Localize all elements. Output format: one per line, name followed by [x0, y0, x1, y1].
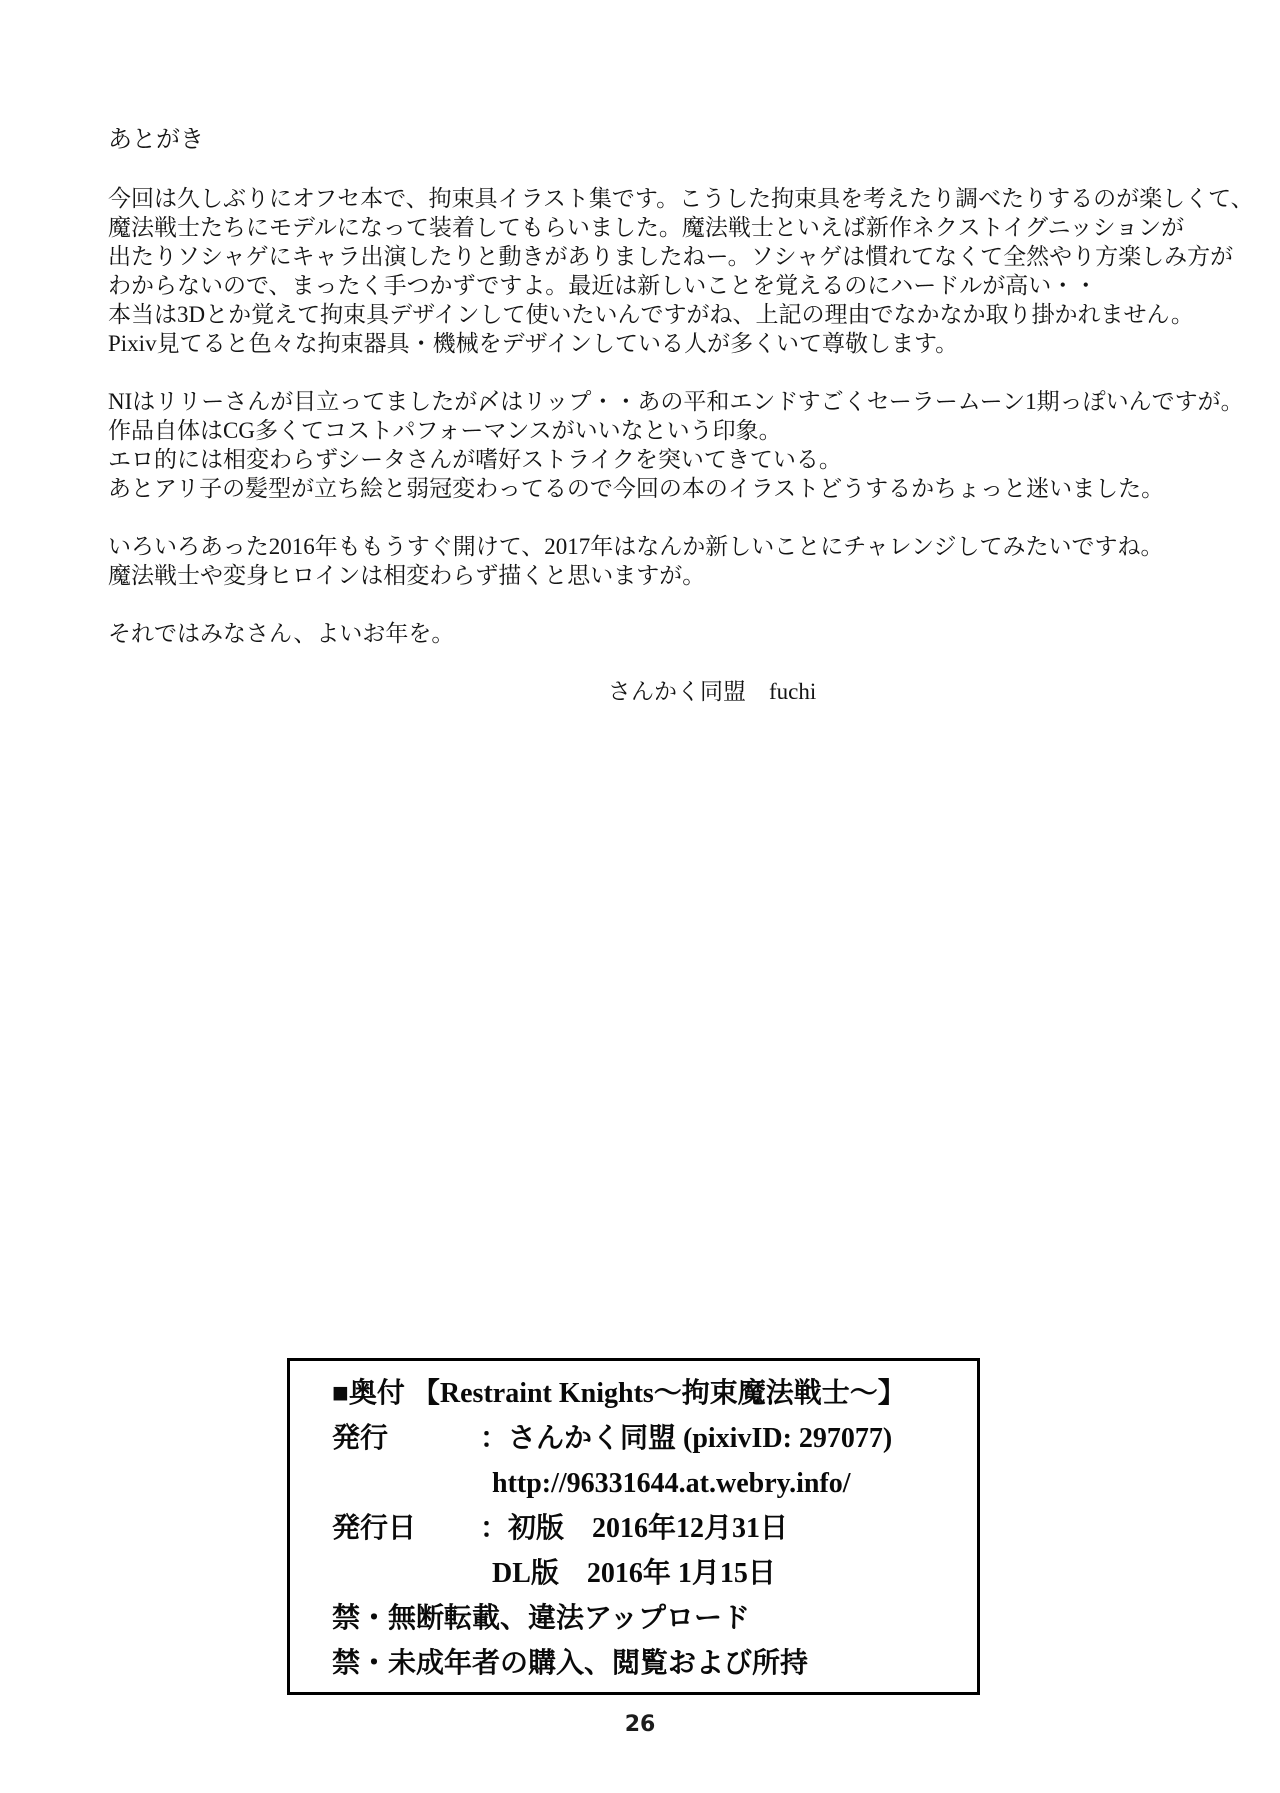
- text-line: いろいろあった2016年ももうすぐ開けて、2017年はなんか新しいことにチャレンジしてみたいですね。: [108, 534, 1164, 559]
- text-line: あとアリ子の髪型が立ち絵と弱冠変わってるので今回の本のイラストどうするかちょっと迷いました。: [108, 476, 1165, 501]
- text-line: エロ的には相変わらずシータさんが嗜好ストライクを突いてきている。: [108, 447, 842, 472]
- text-line: NIはリリーさんが目立ってましたが〆はリップ・・あの平和エンドすごくセーラームーン1期っぽいんですが。: [108, 389, 1244, 414]
- publisher-url: http://96331644.at.webry.info/: [492, 1468, 851, 1499]
- closing-line: それではみなさん、よいお年を。: [108, 621, 455, 646]
- text-line: 今回は久しぶりにオフセ本で、拘束具イラスト集です。こうした拘束具を考えたり調べたりするのが楽しくて、: [108, 186, 1254, 211]
- text-line: 魔法戦士たちにモデルになって装着してもらいました。魔法戦士といえば新作ネクストイグニッションが: [108, 215, 1185, 240]
- date-dl-edition: DL版 2016年 1月15日: [492, 1558, 776, 1589]
- date-label: 発行日: [332, 1513, 417, 1544]
- publisher-value: ：さんかく同盟 (pixivID: 297077): [480, 1423, 893, 1454]
- prohibition-line-2: 禁・未成年者の購入、閲覧および所持: [332, 1648, 809, 1679]
- text-line: Pixiv見てると色々な拘束器具・機械をデザインしている人が多くいて尊敬します。: [108, 331, 959, 356]
- paragraph: [108, 532, 1238, 590]
- prohibition-line-1: 禁・無断転載、違法アップロード: [332, 1603, 751, 1634]
- afterword-text-area: [108, 126, 1254, 706]
- colophon-box: [287, 1358, 980, 1695]
- publisher-label: 発行: [332, 1423, 389, 1454]
- page-number: 26: [624, 1712, 656, 1737]
- date-first-edition: ：初版 2016年12月31日: [480, 1513, 789, 1544]
- colophon-date-row: [332, 1506, 977, 1551]
- text-line: 作品自体はCG多くてコストパフォーマンスがいいなという印象。: [108, 418, 782, 443]
- colophon-title: ■奥付 【Restraint Knights～拘束魔法戦士～】: [332, 1378, 906, 1409]
- colophon-publisher-row: [332, 1416, 977, 1461]
- text-line: わからないので、まったく手つかずですよ。最近は新しいことを覚えるのにハードルが高い・・: [108, 273, 1098, 298]
- afterword-paragraphs: [108, 184, 1254, 590]
- text-line: 本当は3Dとか覚えて拘束具デザインして使いたいんですがね、上記の理由でなかなか取り掛かれません。: [108, 302, 1194, 327]
- text-line: 出たりソシャゲにキャラ出演したりと動きがありましたねー。ソシャゲは慣れてなくて全然やり方楽しみ方が: [108, 244, 1234, 269]
- text-line: 魔法戦士や変身ヒロインは相変わらず描くと思いますが。: [108, 563, 706, 588]
- paragraph: [108, 387, 1244, 503]
- paragraph: [108, 184, 1254, 358]
- author-signature: さんかく同盟 fuchi: [608, 679, 817, 704]
- afterword-heading: あとがき: [108, 127, 204, 153]
